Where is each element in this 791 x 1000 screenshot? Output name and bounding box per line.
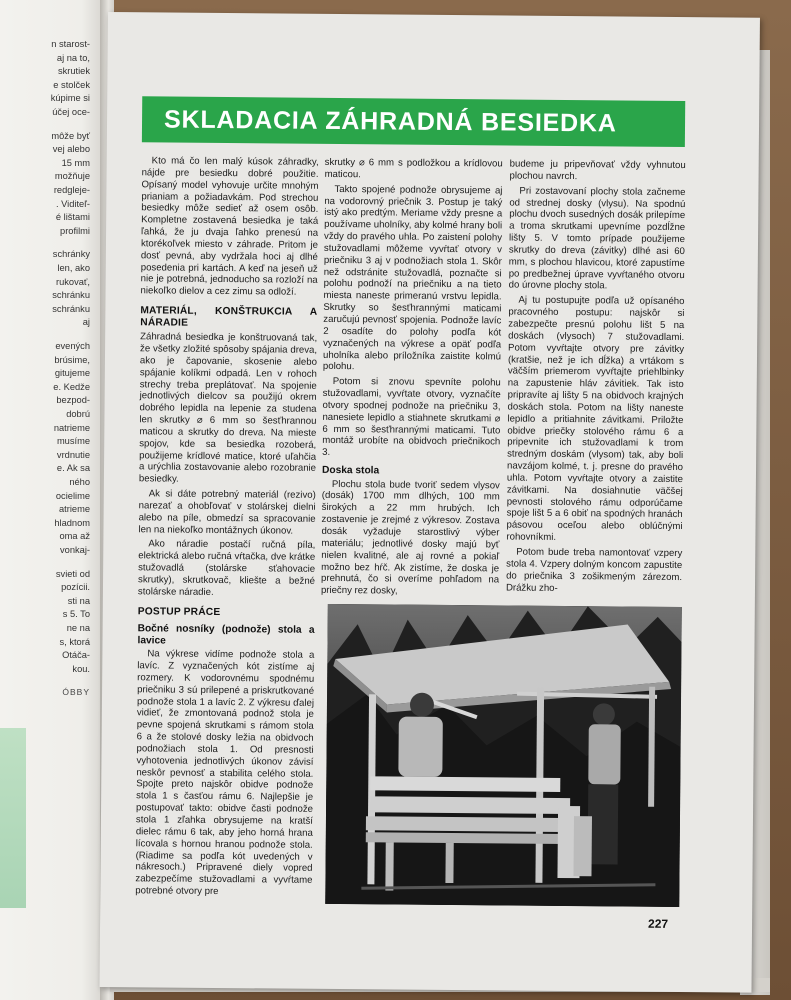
left-page-text-fragment: rukovať,	[56, 276, 90, 287]
left-page-text-fragment: profilmi	[60, 225, 90, 236]
left-page-text-fragment: 15 mm	[61, 157, 90, 168]
left-page-text-fragment: schránku	[52, 290, 90, 301]
left-page-text-fragment: vej alebo	[52, 144, 90, 155]
left-page-text-fragment: e stolček	[53, 79, 90, 90]
left-page-text-fragment: atrieme	[58, 504, 90, 515]
left-page-text-fragment: dobrú	[66, 409, 90, 419]
paragraph: budeme ju pripevňovať vždy vyhnutou plochou navrch.	[509, 158, 686, 182]
left-page-text-fragment: aj	[82, 317, 90, 328]
title-bar	[142, 96, 685, 147]
left-page-text-fragment: é lištami	[55, 212, 90, 223]
left-page	[0, 0, 102, 1000]
photo-garden-gazebo-icon	[325, 604, 682, 907]
left-page-text-fragment: možňuje	[54, 171, 90, 182]
left-page-text-fragment: . Viditeľ-	[55, 198, 90, 209]
article-page	[99, 12, 759, 993]
left-page-text-fragment: skrutiek	[57, 66, 90, 77]
left-page-text-fragment: kúpime si	[50, 93, 90, 104]
left-page-text-fragment: svieti od	[55, 568, 90, 579]
left-page-text-fragment: účej oce-	[52, 107, 90, 117]
paragraph: Takto spojené podnože obrysujeme aj na vodorovný priečnik 3. Postup je taký istý ako predtým. Meriame vždy presne a používame uholníky, aby kolmé hrany boli vždy do pravého uhla. Po zaistení polohy stužovadlami môžeme vyvŕtať otvory v priečniku 3 aj v podnožiach stola 1. Skôr než odstránite stužovadlá, poznačte si polohu podnoží na priečniku a na tieto miesta naneste primeranú vrstvu lepidla. Skrutky so šesťhrannými maticami zaručujú pevnosť spojenia. Podnože lavíc 2 osadíte do polohy podľa kót vyznačených na výkrese a opäť podľa uholníka alebo príložníka zaistite kolmú polohu.	[322, 183, 503, 373]
paragraph: Plochu stola bude tvoriť sedem vlysov (dosák) 1700 mm dlhých, 100 mm širokých a 22 mm hrubých. Ich zostavenie je zrejmé z výkresov. Zostava dosák vyžaduje starostlivý výber materiálu; jednotlivé dosky majú byť nielen kvalitné, ale aj rovné a pokiaľ možno bez hŕč. Ak zistíme, že doska je prehnutá, čo si overíme pohľadom na priečny rez dosky,	[320, 478, 500, 597]
left-page-text-fragment: len, ako	[57, 263, 90, 273]
left-page-text-fragment: pozícii.	[61, 582, 90, 593]
left-page-text-fragment: musíme	[56, 436, 90, 447]
paragraph: Pri zostavovaní plochy stola začneme od strednej dosky (vlysu). Na spodnú plochu dvoch susedných dosák prilepíme a troma skrutkami upevníme pozdĺžne lišty 5. V tomto prípade použijeme skrutky do dreva (závitky) dlhé asi 60 mm, s plochou hlavicou, ktoré zapustíme po predbežnej úprave vyvŕtaného otvoru do úrovne plochy stola.	[508, 185, 686, 292]
left-page-text-fragment: n starost-	[51, 39, 90, 49]
left-page-text-fragment: schránku	[52, 303, 90, 314]
article-title: SKLADACIA ZÁHRADNÁ BESIEDKA	[163, 105, 617, 138]
column-3	[506, 159, 686, 599]
left-page-text-fragment: schránky	[52, 249, 90, 260]
left-page-text-fragment: e. Kedže	[53, 381, 90, 392]
paragraph: Potom bude treba namontovať vzpery stola 4. Vzpery dolným koncom zapustite do priečnika 3 zošikmeným zárezom. Drážku zho-	[505, 546, 683, 594]
subheading-podnoze: Bočné nosníky (podnože) stola a lavice	[137, 623, 315, 647]
column-1	[135, 155, 318, 901]
left-page-text-fragment: s, ktorá	[59, 636, 90, 647]
left-page-text-fragment: natrieme	[53, 422, 90, 433]
left-page-text-fragment: aj na to,	[56, 52, 90, 63]
left-page-text-fragment: s 5. To	[62, 609, 90, 620]
left-page-text-fragment: evených	[55, 341, 90, 351]
left-page-text-fragment: redgleje-	[53, 185, 90, 195]
left-page-text-fragment: vonkaj-	[60, 545, 90, 555]
left-page-text-fragment: kou.	[72, 663, 90, 674]
left-page-text-fragment: hladnom	[54, 517, 90, 528]
page-number: 227	[648, 916, 669, 931]
left-page-text-fragment: brúsime,	[54, 354, 90, 365]
left-page-text-fragment: ocielime	[55, 490, 90, 501]
section-heading-material: MATERIÁL, KONŠTRUKCIA A NÁRADIE	[140, 305, 318, 329]
paragraph: Záhradná besiedka je konštruovaná tak, že všetky zložité spôsoby spájania dreva, ako je čapovanie, skosenie alebo spájanie kolíkmi odpadá. Len v rohoch strechy treba preplátovať. Na spojenie jednotlivých dielcov sa použijú okrem dobrého lepidla na lepenie za studena len skrutky ⌀ 6 mm so šesťhrannou maticou a skrutky do dreva. Na mieste spojov, kde sa besiedka rozoberá, použijeme krídlové matice, ktoré uľahčia a urýchlia zostavovanie alebo rozobranie besiedky.	[138, 331, 318, 485]
left-page-text-fragment: ÓBBY	[62, 687, 90, 698]
paragraph: Ak si dáte potrebný materiál (rezivo) narezať a ohobľovať v stolárskej dielni alebo na píle, obmedzí sa spracovanie len na niekoľko montážnych úkonov.	[138, 488, 316, 537]
left-page-text-fragment: ne na	[66, 623, 90, 633]
left-page-text-fragment: vrdnutie	[56, 449, 90, 460]
left-page-text-fragment: sti na	[67, 595, 90, 606]
paragraph: Ako náradie postačí ručná píla, elektrická alebo ručná vŕtačka, dve krátke stužovadlá (stolárske sťahovacie skrutky), skrutkovač, kliešte a bežné stolárske náradie.	[137, 538, 316, 598]
paragraph: Na výkrese vidíme podnože stola a lavíc. Z vyznačených kót zistíme aj rozmery. K vodorovnému spodnému priečniku 3 sú prilepené a priskrutkované podnože stola 1 a lavíc 2. Z výkresu ďalej vidieť, že zmontovaná podnož stola je pevne spojená skrutkami s rámom stola 6 a že stolové dosky ležia na obidvoch podnožiach stola 1. Od presnosti vyhotovenia jednotlivých úkonov závisí neskôr pevnosť a stabilita celého stola. Spojte preto najskôr obidve podnože stola 1 s časťou rámu 6. Najlepšie je postupovať takto: obidve časti podnože stola 1 zľahka obrysujeme na kratší dielec rámu 6 tak, aby jeho horná hrana lícovala s hornou hranou podnože stola. (Riadime sa podľa kót uvedených v nákresoch.) Pripravené diely vopred zabezpečíme stužovadlami a vyvŕtame potrebné otvory pre	[135, 648, 315, 898]
left-page-text-fragment: gitujeme	[54, 368, 90, 379]
paragraph: skrutky ⌀ 6 mm s podložkou a krídlovou maticou.	[324, 156, 503, 181]
subheading-doska-stola: Doska stola	[321, 464, 380, 477]
left-page-text-fragment: Otáča-	[62, 650, 90, 661]
intro-paragraph: Kto má čo len malý kúsok záhradky, nájde pre besiedku dobré použitie. Opísaný model vyhovuje určite mnohým prianiam a požiadavkám. Pod strechou besiedky môže sedieť až osem osôb. Kompletne zostavená besiedka je taká ľahká, že ju dvaja ľahko prenesú na ktorékoľvek miesto v záhrade. Pritom je dosť pevná, aby vydržala hoci aj dlhé posedenia pri kartách. A keď na jeseň už nie je potrebná, jednoducho sa rozloží na niekoľko dielov a cez zimu sa odloží.	[140, 155, 319, 298]
left-page-text-fragment: e. Ak sa	[56, 463, 90, 474]
column-2	[321, 157, 503, 602]
gazebo-photo	[325, 604, 682, 907]
left-page-text-fragment: ného	[69, 477, 90, 487]
left-page-text-fragment: môže byť	[51, 130, 90, 141]
left-page-green-block	[0, 728, 26, 908]
left-page-text-fragment: oma až	[59, 531, 90, 542]
paragraph: Aj tu postupujte podľa už opísaného pracovného postupu: najskôr si zabezpečte presnú polohu lišt 5 na doskách (vlysoch) 7 stužovadlami. Potom vyvŕtajte otvory pre závitky (kratšie, než je ich dĺžka) a vrtákom s väčším priemerom vyvŕtajte priehlbinky na zapustenie hláv závitiek. Tak isto pripravíte aj lišty 5 na obidvoch krajných doskách stola. Potom na lišty naneste lepidlo a pritiahnite závitkami. Priložte obidve priečky stolového rámu 6 a pripevnite ich stužovadlami k trom stredným doskám (vlysom) tak, aby boli navzájom kolmé, t. j. presne do pravého uhla. Potom vyvŕtajte otvory a zaistite závitkami. Na dosiahnutie väčšej pevnosti stolového rámu odporúčame spoje lišt 5 a 6 obiť na spodných hranách pásovou oceľou alebo oblúčnými rohovníkmi.	[506, 294, 685, 544]
section-heading-postup: POSTUP PRÁCE	[137, 605, 221, 618]
paragraph: Potom si znovu spevníte polohu stužovadlami, vyvŕtate otvory, vyznačíte otvory spodnej podnože na priečniku 3, nanesiete lepidlo a stiahnete skrutkami ⌀ 6 mm so šesťhrannými maticami. Tuto montáž urobíte na obidvoch priečnikoch 3.	[322, 376, 501, 459]
left-page-text-fragment: bezpod-	[56, 395, 90, 406]
